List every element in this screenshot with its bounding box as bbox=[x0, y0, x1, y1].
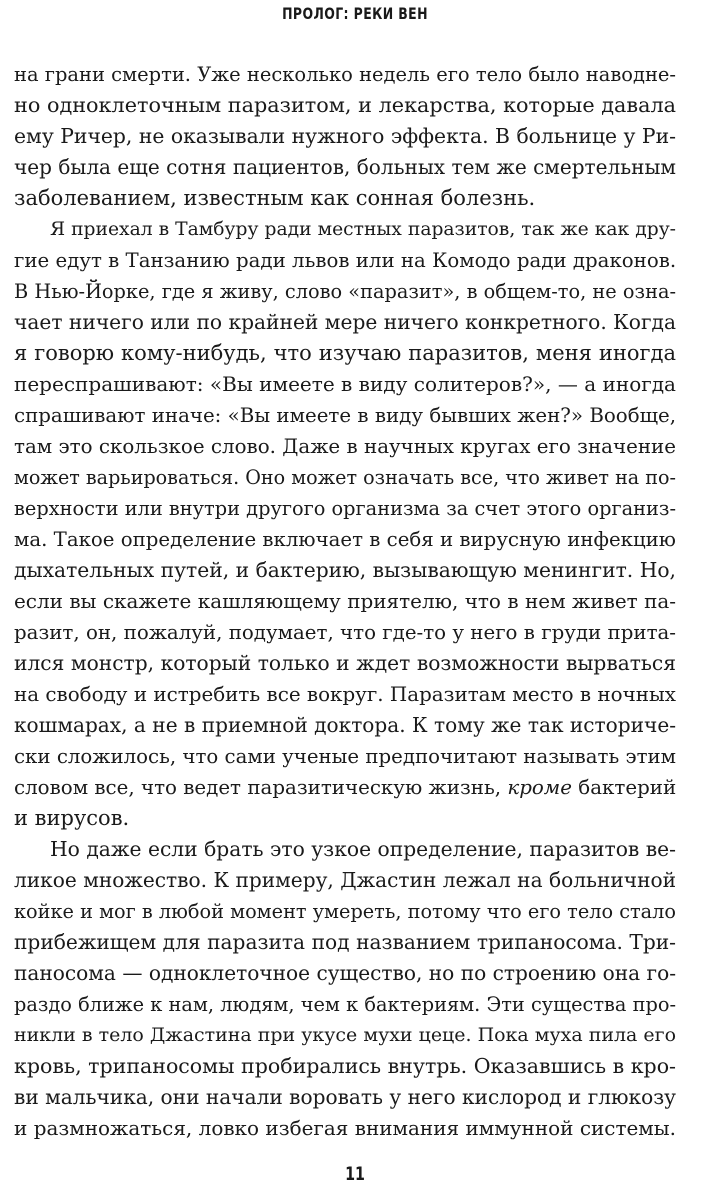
text-line: на свободу и истребить все вокруг. Паразитам место в ночных bbox=[14, 683, 676, 706]
text-line: ился монстр, который только и ждет возможности вырваться bbox=[14, 651, 676, 675]
text-line: раздо ближе к нам, людям, чем к бактериям. Эти существа про- bbox=[14, 993, 676, 1016]
text-line: В Нью-Йорке, где я живу, слово «паразит», в общем-то, не озна- bbox=[14, 280, 676, 303]
emphasis-word: кроме bbox=[507, 776, 572, 799]
text-line: чает ничего или по крайней мере ничего конкретного. Когда bbox=[14, 310, 676, 334]
text-line: кошмарах, а не в приемной доктора. К тому же так историче- bbox=[14, 713, 676, 737]
text-segment: бактерий bbox=[578, 776, 677, 799]
text-segment: словом все, что ведет паразитическую жизнь, bbox=[14, 776, 502, 799]
text-line-with-emphasis bbox=[14, 772, 676, 803]
text-line: заболеванием, известным как сонная болезнь. bbox=[14, 186, 536, 210]
text-line: я говорю кому-нибудь, что изучаю паразитов, меня иногда bbox=[14, 341, 676, 365]
text-line: паносома — одноклеточное существо, но по строению она го- bbox=[14, 961, 676, 985]
text-line: никли в тело Джастина при укусе мухи цеце. Пока муха пила его bbox=[14, 1024, 676, 1046]
text-line: прибежищем для паразита под названием трипаносома. Три- bbox=[14, 930, 676, 954]
text-line: ему Ричер, не оказывали нужного эффекта. В больнице у Ри- bbox=[14, 124, 676, 148]
text-line: Но даже если брать это узкое определение, паразитов ве- bbox=[50, 837, 676, 861]
text-line: ма. Такое определение включает в себя и вирусную инфекцию bbox=[14, 528, 676, 551]
text-line: на грани смерти. Уже несколько недель его тело было наводне- bbox=[14, 63, 676, 86]
text-line: если вы скажете кашляющему приятелю, что в нем живет па- bbox=[14, 589, 676, 613]
text-line: разит, он, пожалуй, подумает, что где-то у него в груди прита- bbox=[14, 621, 676, 644]
text-line: но одноклеточным паразитом, и лекарства, которые давала bbox=[14, 93, 676, 117]
text-line: и размножаться, ловко избегая внимания иммунной системы. bbox=[14, 1116, 676, 1140]
text-line: ликое множество. К примеру, Джастин лежал на больничной bbox=[14, 868, 676, 892]
text-line: верхности или внутри другого организма за счет этого организ- bbox=[14, 497, 676, 520]
text-line: ски сложилось, что сами ученые предпочитают называть этим bbox=[14, 745, 676, 768]
text-line: спрашивают иначе: «Вы имеете в виду бывших жен?» Вообще, bbox=[14, 404, 676, 427]
text-line: ви мальчика, они начали воровать у него кислород и глюкозу bbox=[14, 1085, 676, 1109]
text-line: там это скользкое слово. Даже в научных кругах его значение bbox=[14, 435, 676, 458]
text-line: переспрашивают: «Вы имеете в виду солитеров?», — а иногда bbox=[14, 372, 676, 396]
text-line: может варьироваться. Оно может означать все, что живет на по- bbox=[14, 466, 676, 489]
running-header: ПРОЛОГ: РЕКИ ВЕН bbox=[282, 4, 428, 23]
text-line: Я приехал в Тамбуру ради местных паразитов, так же как дру- bbox=[50, 219, 676, 240]
body-text bbox=[14, 59, 676, 1144]
text-line: чер была еще сотня пациентов, больных тем же смертельным bbox=[14, 155, 676, 179]
text-line: гие едут в Танзанию ради львов или на Комодо ради драконов. bbox=[14, 249, 677, 272]
text-line: дыхательных путей, и бактерию, вызывающую менингит. Но, bbox=[14, 558, 676, 582]
text-line: и вирусов. bbox=[14, 806, 130, 830]
text-line: койке и мог в любой момент умереть, потому что его тело стало bbox=[14, 900, 676, 923]
page-number: 11 bbox=[345, 1163, 365, 1185]
text-line: кровь, трипаносомы пробирались внутрь. Оказавшись в кро- bbox=[14, 1054, 676, 1078]
